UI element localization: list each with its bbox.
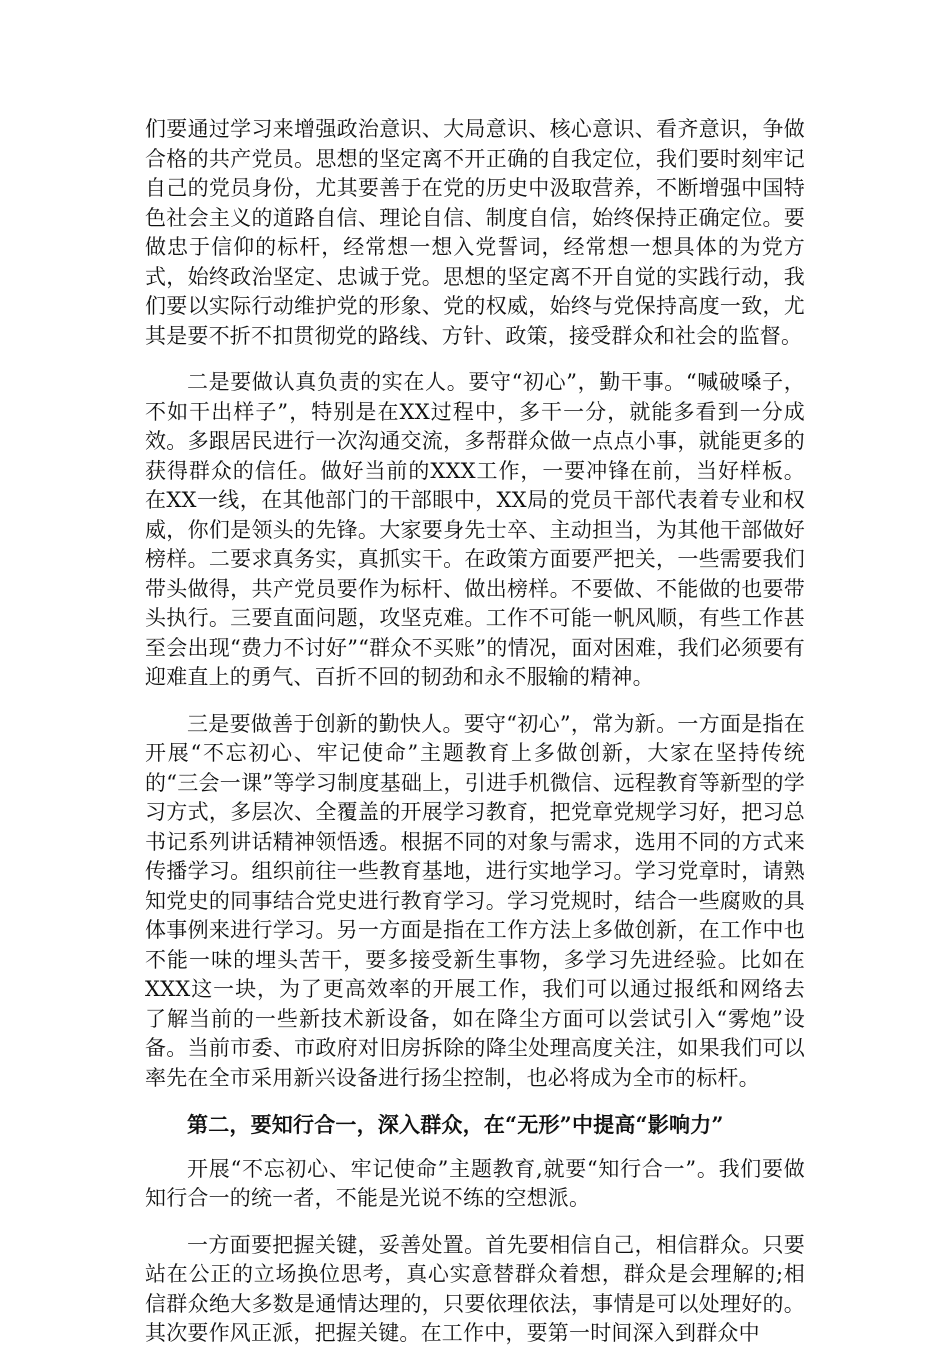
section-heading: 第二，要知行合一，深入群众，在“无形”中提高“影响力” [187, 1112, 724, 1137]
paragraph-continuation: 们要通过学习来增强政治意识、大局意识、核心意识、看齐意识，争做合格的共产党员。思想的坚定离不开正确的自我定位，我们要时刻牢记自己的党员身份，尤其要善于在党的历史中汲取营养，不断增强中国特色社会主义的道路自信、理论自信、制度自信，始终保持正确定位。要做忠于信仰的标杆，经常想一想入党誓词，经常想一想具体的为党方式，始终政治坚定、忠诚于党。思想的坚定离不开自觉的实践行动，我们要以实际行动维护党的形象、党的权威，始终与党保持高度一致，尤其是要不折不扣贯彻党的路线、方针、政策，接受群众和社会的监督。 [145, 117, 805, 348]
paragraph-second-point: 二是要做认真负责的实在人。要守“初心”，勤干事。“喊破嗓子，不如干出样子”，特别是在XX过程中，多干一分，就能多看到一分成效。多跟居民进行一次沟通交流，多帮群众做一点点小事，就能更多的获得群众的信任。做好当前的XXX工作，一要冲锋在前，当好样板。在XX一线，在其他部门的干部眼中，XX局的党员干部代表着专业和权威，你们是领头的先锋。大家要身先士卒、主动担当，为其他干部做好榜样。二要求真务实，真抓实干。在政策方面要严把关，一些需要我们带头做得，共产党员要作为标杆、做出榜样。不要做、不能做的也要带头执行。三要直面问题，攻坚克难。工作不可能一帆风顺，有些工作甚至会出现“费力不讨好”“群众不买账”的情况，面对困难，我们必须要有迎难直上的勇气、百折不回的韧劲和永不服输的精神。 [145, 370, 805, 689]
document-page [145, 115, 805, 1366]
paragraph-intro: 开展“不忘初心、牢记使命”主题教育,就要“知行合一”。我们要做知行合一的统一者，不能是光说不练的空想派。 [145, 1156, 805, 1210]
paragraph-third-point: 三是要做善于创新的勤快人。要守“初心”，常为新。一方面是指在开展“不忘初心、牢记使命”主题教育上多做创新，大家在坚持传统的“三会一课”等学习制度基础上，引进手机微信、远程教育等新型的学习方式，多层次、全覆盖的开展学习教育，把党章党规学习好，把习总书记系列讲话精神领悟透。根据不同的对象与需求，选用不同的方式来传播学习。组织前往一些教育基地，进行实地学习。学习党章时，请熟知党史的同事结合党史进行教育学习。学习党规时，结合一些腐败的具体事例来进行学习。另一方面是指在工作方法上多做创新，在工作中也不能一味的埋头苦干，要多接受新生事物，多学习先进经验。比如在XXX这一块，为了更高效率的开展工作，我们可以通过报纸和网络去了解当前的一些新技术新设备，如在降尘方面可以尝试引入“雾炮”设备。当前市委、市政府对旧房拆除的降尘处理高度关注，如果我们可以率先在全市采用新兴设备进行扬尘控制，也必将成为全市的标杆。 [145, 711, 805, 1090]
paragraph-key-handling: 一方面要把握关键，妥善处置。首先要相信自己，相信群众。只要站在公正的立场换位思考，真心实意替群众着想，群众是会理解的;相信群众绝大多数是通情达理的，只要依理依法，事情是可以处理好的。其次要作风正派，把握关键。在工作中，要第一时间深入到群众中 [145, 1232, 805, 1345]
